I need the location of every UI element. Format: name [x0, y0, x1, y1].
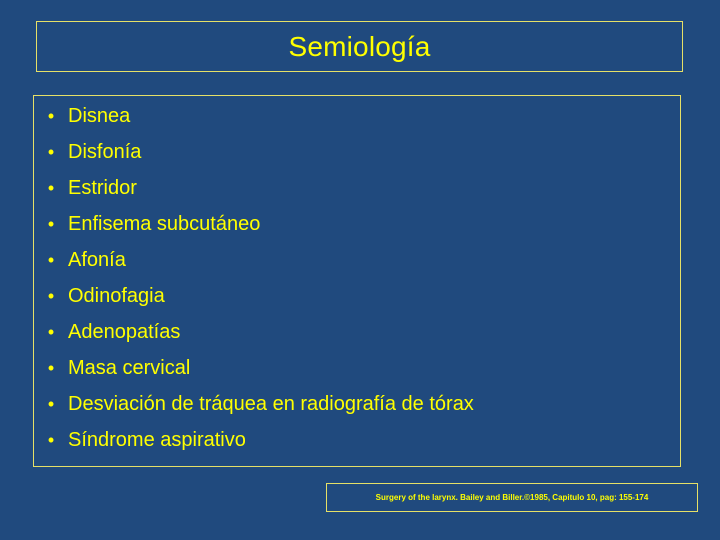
list-item — [34, 314, 680, 350]
bullet-icon: • — [47, 429, 55, 450]
bullet-icon: • — [47, 357, 55, 378]
list-item-label: Disfonía — [68, 140, 142, 163]
list-item — [34, 278, 680, 314]
list-item-label: Disnea — [68, 104, 131, 127]
list-item — [34, 422, 680, 458]
list-item — [34, 386, 680, 422]
bullet-list — [34, 98, 680, 458]
list-item-label: Estridor — [68, 176, 137, 199]
title-box — [36, 21, 683, 72]
list-item — [34, 350, 680, 386]
list-item-label: Masa cervical — [68, 356, 191, 379]
bullet-icon: • — [47, 213, 55, 234]
list-item-label: Enfisema subcutáneo — [68, 212, 261, 235]
list-item — [34, 242, 680, 278]
list-item-label: Desviación de tráquea en radiografía de tórax — [68, 392, 474, 415]
bullet-icon: • — [47, 249, 55, 270]
list-item-label: Odinofagia — [68, 284, 165, 307]
list-item — [34, 206, 680, 242]
bullet-icon: • — [47, 321, 55, 342]
slide-title: Semiología — [288, 30, 431, 62]
reference-citation: Surgery of the larynx. Bailey and Biller.©1985, Capitulo 10, pag: 155-174 — [375, 493, 649, 502]
bullet-icon: • — [47, 285, 55, 306]
list-item-label: Síndrome aspirativo — [68, 428, 246, 451]
content-box — [33, 95, 681, 467]
bullet-icon: • — [47, 177, 55, 198]
list-item — [34, 134, 680, 170]
list-item-label: Adenopatías — [68, 320, 181, 343]
bullet-icon: • — [47, 393, 55, 414]
bullet-icon: • — [47, 141, 55, 162]
list-item-label: Afonía — [68, 248, 126, 271]
bullet-icon: • — [47, 105, 55, 126]
list-item — [34, 98, 680, 134]
reference-box — [326, 483, 698, 512]
list-item — [34, 170, 680, 206]
